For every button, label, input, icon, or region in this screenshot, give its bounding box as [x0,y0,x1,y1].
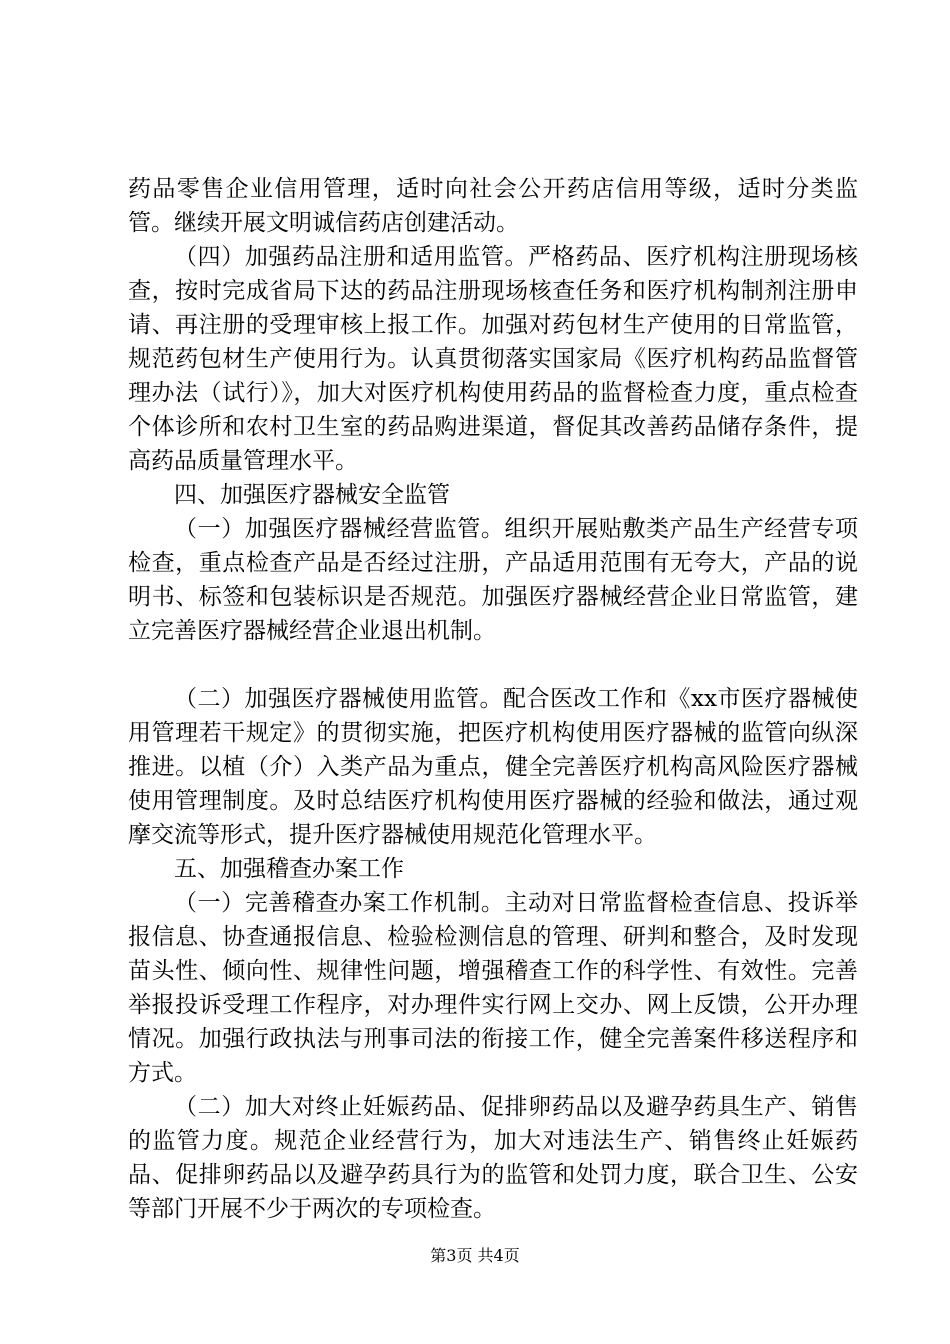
paragraph-device-use: （二）加强医疗器械使用监管。配合医改工作和《xx市医疗器械使用管理若干规定》的贯彻实施，把医疗机构使用医疗器械的监管向纵深推进。以植（介）入类产品为重点，健全完善医疗机构高风险医疗器械使用管理制度。及时总结医疗机构使用医疗器械的经验和做法，通过观摩交流等形式，提升医疗器械使用规范化管理水平。 [128,686,858,848]
paragraph-inspection-mechanism: （一）完善稽查办案工作机制。主动对日常监督检查信息、投诉举报信息、协查通报信息、检验检测信息的管理、研判和整合，及时发现苗头性、倾向性、规律性问题，增强稽查工作的科学性、有效性。完善举报投诉受理工作程序，对办理件实行网上交办、网上反馈，公开办理情况。加强行政执法与刑事司法的衔接工作，健全完善案件移送程序和方式。 [128,890,858,1086]
paragraph-continuation: 药品零售企业信用管理，适时向社会公开药店信用等级，适时分类监管。继续开展文明诚信药店创建活动。 [128,176,858,236]
section-heading-device-safety: 四、加强医疗器械安全监管 [174,482,450,508]
page-number-footer: 第3页 共4页 [430,1246,520,1265]
section-heading-inspection: 五、加强稽查办案工作 [174,856,404,882]
paragraph-drug-registration: （四）加强药品注册和适用监管。严格药品、医疗机构注册现场核查，按时完成省局下达的药品注册现场核查任务和医疗机构制剂注册申请、再注册的受理审核上报工作。加强对药包材生产使用的日常监管，规范药包材生产使用行为。认真贯彻落实国家局《医疗机构药品监督管理办法（试行）》，加大对医疗机构使用药品的监督检查力度，重点检查个体诊所和农村卫生室的药品购进渠道，督促其改善药品储存条件，提高药品质量管理水平。 [128,244,858,474]
paragraph-device-business: （一）加强医疗器械经营监管。组织开展贴敷类产品生产经营专项检查，重点检查产品是否经过注册，产品适用范围有无夸大，产品的说明书、标签和包装标识是否规范。加强医疗器械经营企业日常监管，建立完善医疗器械经营企业退出机制。 [128,516,858,644]
document-body [128,172,858,1226]
paragraph-special-drugs: （二）加大对终止妊娠药品、促排卵药品以及避孕药具生产、销售的监管力度。规范企业经营行为，加大对违法生产、销售终止妊娠药品、促排卵药品以及避孕药具行为的监管和处罚力度，联合卫生、公安等部门开展不少于两次的专项检查。 [128,1094,858,1222]
